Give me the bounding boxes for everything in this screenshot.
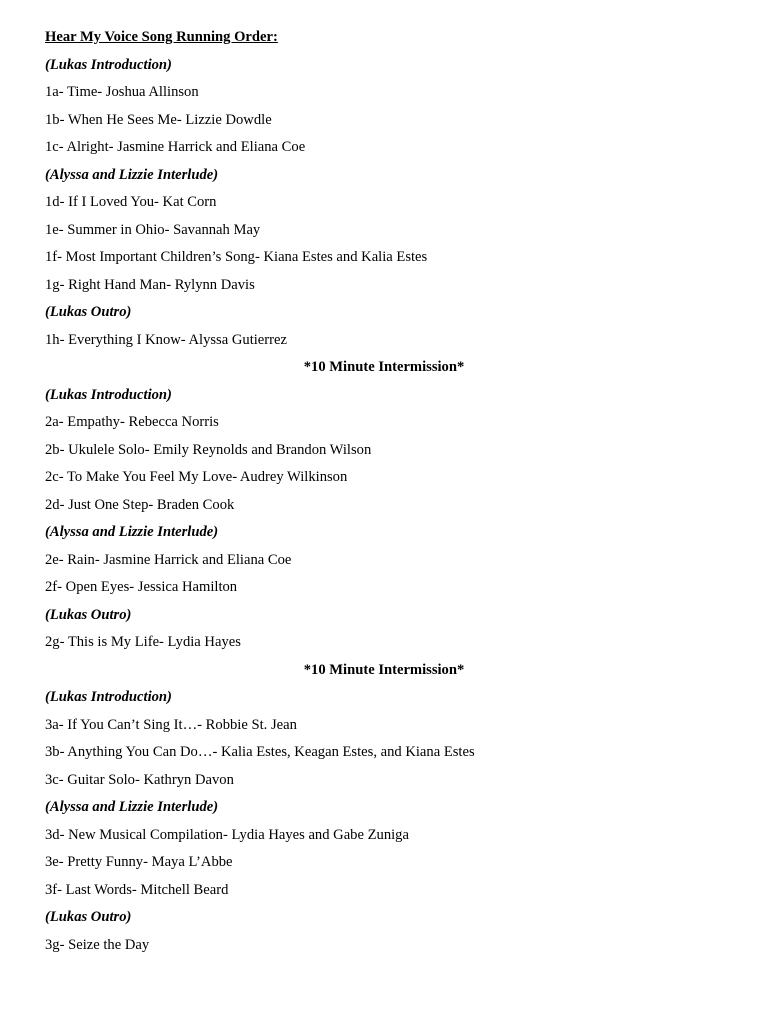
song-entry: 1g- Right Hand Man- Rylynn Davis [45,276,255,293]
intermission-notice: *10 Minute Intermission* [303,661,465,678]
song-entry: 2b- Ukulele Solo- Emily Reynolds and Brandon Wilson [45,441,372,458]
song-entry: 2c- To Make You Feel My Love- Audrey Wilkinson [45,469,348,485]
section-heading: (Lukas Introduction) [45,56,172,73]
section-heading: (Alyssa and Lizzie Interlude) [45,799,219,815]
song-entry: 2g- This is My Life- Lydia Hayes [45,634,241,650]
song-entry: 3e- Pretty Funny- Maya L’Abbe [45,854,233,870]
section-heading: (Lukas Introduction) [45,689,172,705]
song-entry: 1c- Alright- Jasmine Harrick and Eliana Coe [45,139,306,155]
song-entry: 1f- Most Important Children’s Song- Kiana Estes and Kalia Estes [45,249,428,265]
section-heading: (Lukas Introduction) [45,386,172,403]
song-entry: 1h- Everything I Know- Alyssa Gutierrez [45,331,287,348]
song-entry: 3c- Guitar Solo- Kathryn Davon [45,771,234,788]
section-heading: (Alyssa and Lizzie Interlude) [45,524,219,540]
song-entry: 2e- Rain- Jasmine Harrick and Eliana Coe [45,551,292,568]
song-entry: 3d- New Musical Compilation- Lydia Hayes and Gabe Zuniga [45,826,409,843]
song-entry: 1e- Summer in Ohio- Savannah May [45,221,261,238]
section-heading: (Alyssa and Lizzie Interlude) [45,166,219,183]
song-entry: 2a- Empathy- Rebecca Norris [45,414,219,430]
song-entry: 3b- Anything You Can Do…- Kalia Estes, Keagan Estes, and Kiana Estes [45,744,475,760]
song-entry: 3a- If You Can’t Sing It…- Robbie St. Jean [45,716,297,733]
section-heading: (Lukas Outro) [45,606,132,623]
song-entry: 1a- Time- Joshua Allinson [45,84,199,100]
song-entry: 3g- Seize the Day [45,936,150,953]
running-order [45,26,725,961]
section-heading: (Lukas Outro) [45,909,132,925]
document-title: Hear My Voice Song Running Order: [45,29,278,45]
song-entry: 1d- If I Loved You- Kat Corn [45,194,217,210]
section-heading: (Lukas Outro) [45,304,132,320]
song-entry: 1b- When He Sees Me- Lizzie Dowdle [45,111,272,128]
song-entry: 2d- Just One Step- Braden Cook [45,496,235,513]
song-entry: 3f- Last Words- Mitchell Beard [45,881,229,898]
song-entry: 2f- Open Eyes- Jessica Hamilton [45,579,238,595]
intermission-notice: *10 Minute Intermission* [303,359,465,375]
